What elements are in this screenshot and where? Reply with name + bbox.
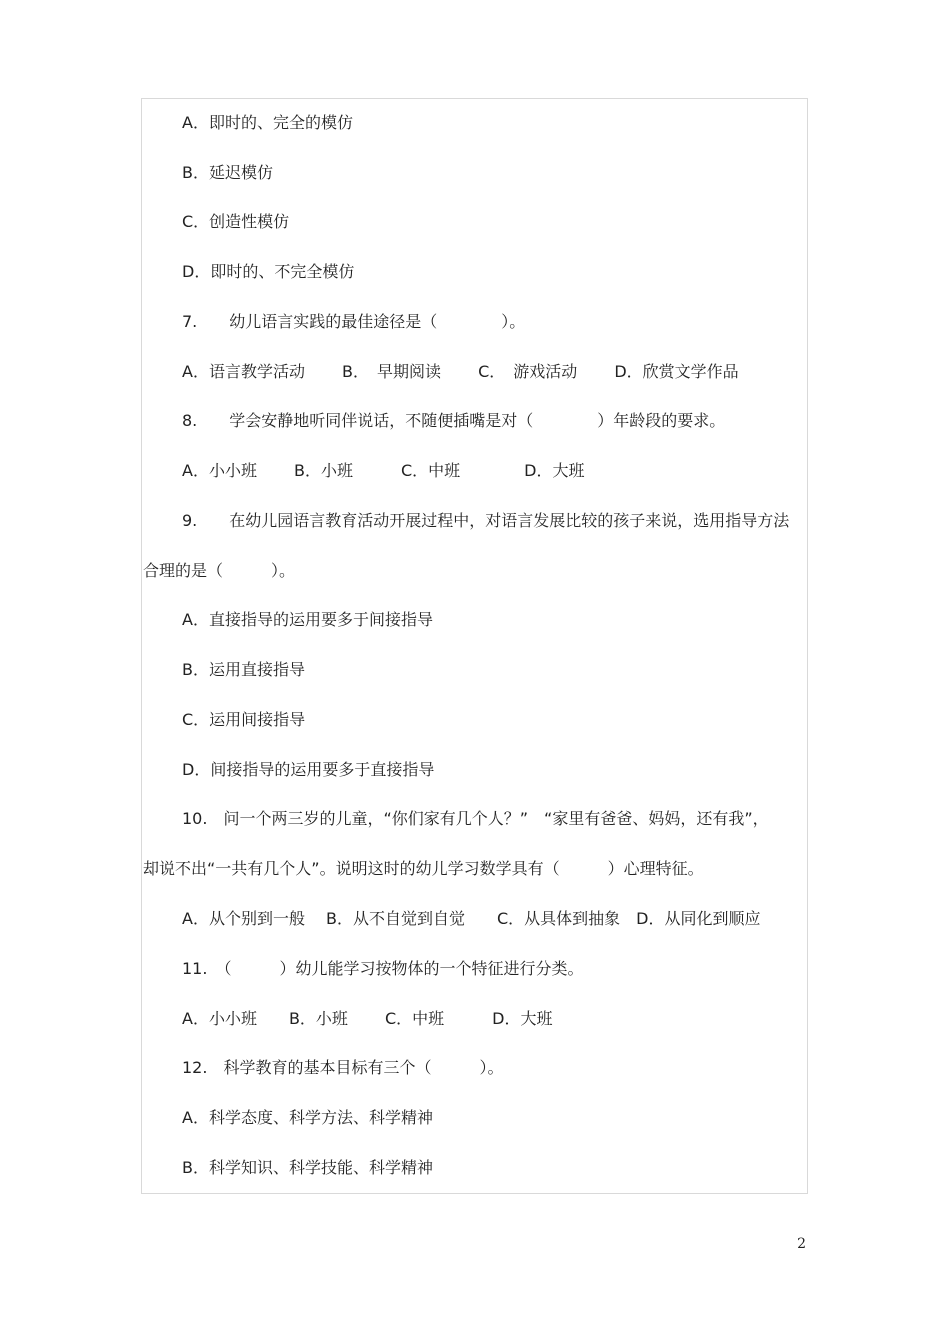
- option-line: D．即时的、不完全模仿: [182, 262, 355, 281]
- question-line: 8. 学会安静地听同伴说话，不随便插嘴是对（ ）年龄段的要求。: [182, 411, 726, 430]
- option-line: A．科学态度、科学方法、科学精神: [182, 1108, 433, 1127]
- option-line: C．创造性模仿: [182, 212, 290, 231]
- question-line: 7. 幼儿语言实践的最佳途径是（ ）。: [182, 312, 526, 331]
- question-line: 10. 问一个两三岁的儿童，“你们家有几个人？” “家里有爸爸、妈妈，还有我”，: [182, 809, 769, 828]
- question-continuation: 却说不出“一共有几个人”。说明这时的幼儿学习数学具有（ ）心理特征。: [143, 859, 704, 878]
- page-number: 2: [797, 1236, 806, 1252]
- option-line: B．延迟模仿: [182, 163, 273, 182]
- option-line: A．从个别到一般 B．从不自觉到自觉 C．从具体到抽象 D．从同化到顺应: [182, 909, 761, 928]
- option-line: C．运用间接指导: [182, 710, 306, 729]
- question-line: 12. 科学教育的基本目标有三个（ ）。: [182, 1058, 504, 1077]
- option-line: A．即时的、完全的模仿: [182, 113, 353, 132]
- option-line: B．科学知识、科学技能、科学精神: [182, 1158, 433, 1177]
- option-line: A．小小班 B．小班 C．中班 D．大班: [182, 1009, 553, 1028]
- question-line: 9. 在幼儿园语言教育活动开展过程中，对语言发展比较的孩子来说，选用指导方法: [182, 511, 790, 530]
- option-line: B．运用直接指导: [182, 660, 305, 679]
- option-line: A．直接指导的运用要多于间接指导: [182, 610, 433, 629]
- option-line: D．间接指导的运用要多于直接指导: [182, 760, 435, 779]
- option-line: A．小小班 B．小班 C．中班 D．大班: [182, 461, 585, 480]
- question-continuation: 合理的是（ ）。: [143, 561, 296, 580]
- question-line: 11. （ ）幼儿能学习按物体的一个特征进行分类。: [182, 959, 584, 978]
- option-line: A．语言教学活动 B． 早期阅读 C． 游戏活动 D．欣赏文学作品: [182, 362, 739, 381]
